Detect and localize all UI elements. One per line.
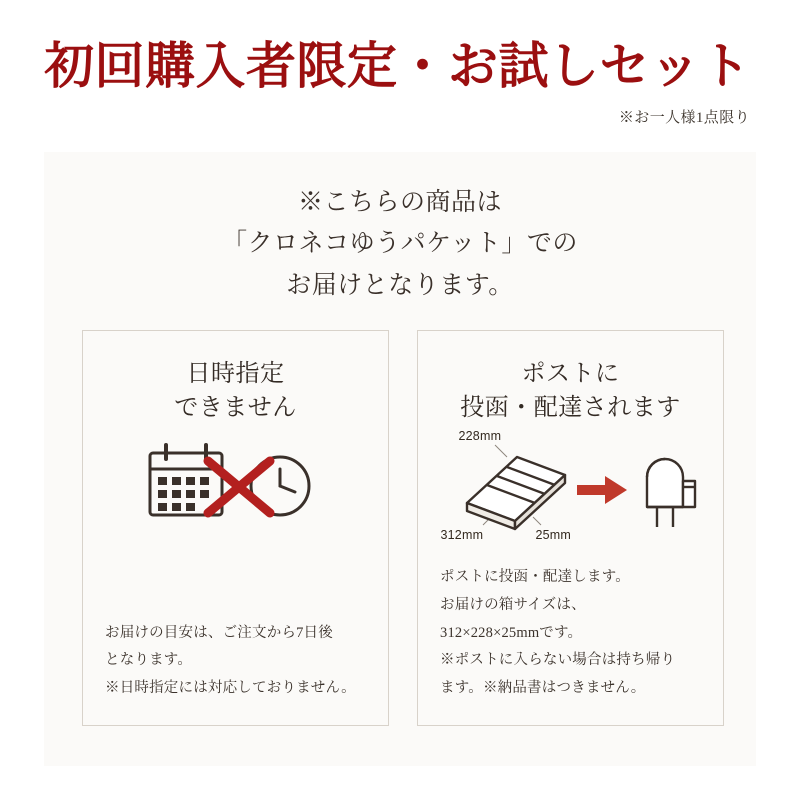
card-figure	[418, 425, 723, 557]
card-body-line-1: お届けの目安は、ご注文から7日後	[105, 624, 333, 641]
card-body-line-1: ポストに投函・配達します。	[440, 568, 630, 585]
dimension-label-length: 312mm	[440, 528, 484, 543]
figure-svg	[441, 429, 701, 549]
card-body-line-3: ※日時指定には対応しておりません。	[105, 680, 356, 697]
parcel-box-icon	[467, 457, 565, 529]
card-title-line-1: ポストに	[521, 361, 620, 387]
card-body-line-5: ます。※納品書はつきません。	[440, 680, 646, 697]
info-panel	[44, 152, 756, 766]
parcel-to-mailbox-illustration	[441, 429, 701, 549]
card-title-line-1: 日時指定	[186, 361, 285, 387]
card-no-time-specification	[82, 330, 389, 726]
mailbox-icon	[647, 459, 695, 527]
lead-text	[44, 152, 756, 306]
arrow-right-icon	[577, 476, 627, 504]
title-note: ※お一人様1点限り	[618, 110, 750, 126]
card-list	[82, 330, 724, 726]
card-title	[83, 331, 388, 425]
card-body-line-3: 312×228×25mmです。	[440, 624, 583, 641]
card-title-line-2: 投函・配達されます	[460, 395, 681, 422]
card-body	[440, 564, 705, 703]
dimension-label-height: 25mm	[535, 528, 572, 543]
card-title-line-2: できません	[174, 395, 297, 422]
card-body-line-2: となります。	[105, 652, 193, 669]
card-mailbox-delivery	[417, 330, 724, 726]
card-body-line-4: ※ポストに入らない場合は持ち帰り	[440, 652, 676, 669]
figure-svg	[146, 439, 326, 525]
card-body	[105, 620, 370, 703]
lead-line-2: 「クロネコゆうパケット」での	[222, 230, 578, 258]
card-title	[418, 331, 723, 425]
page-header	[0, 0, 800, 127]
lead-line-1: ※こちらの商品は	[297, 189, 502, 216]
calendar-clock-crossed-illustration	[146, 439, 326, 525]
red-cross-icon	[208, 461, 270, 513]
lead-line-3: お届けとなります。	[286, 271, 514, 299]
card-figure	[83, 425, 388, 557]
dimension-label-width: 228mm	[458, 429, 502, 444]
card-body-line-2: お届けの箱サイズは、	[440, 596, 586, 613]
page-title: 初回購入者限定・お試しセット	[44, 38, 751, 94]
